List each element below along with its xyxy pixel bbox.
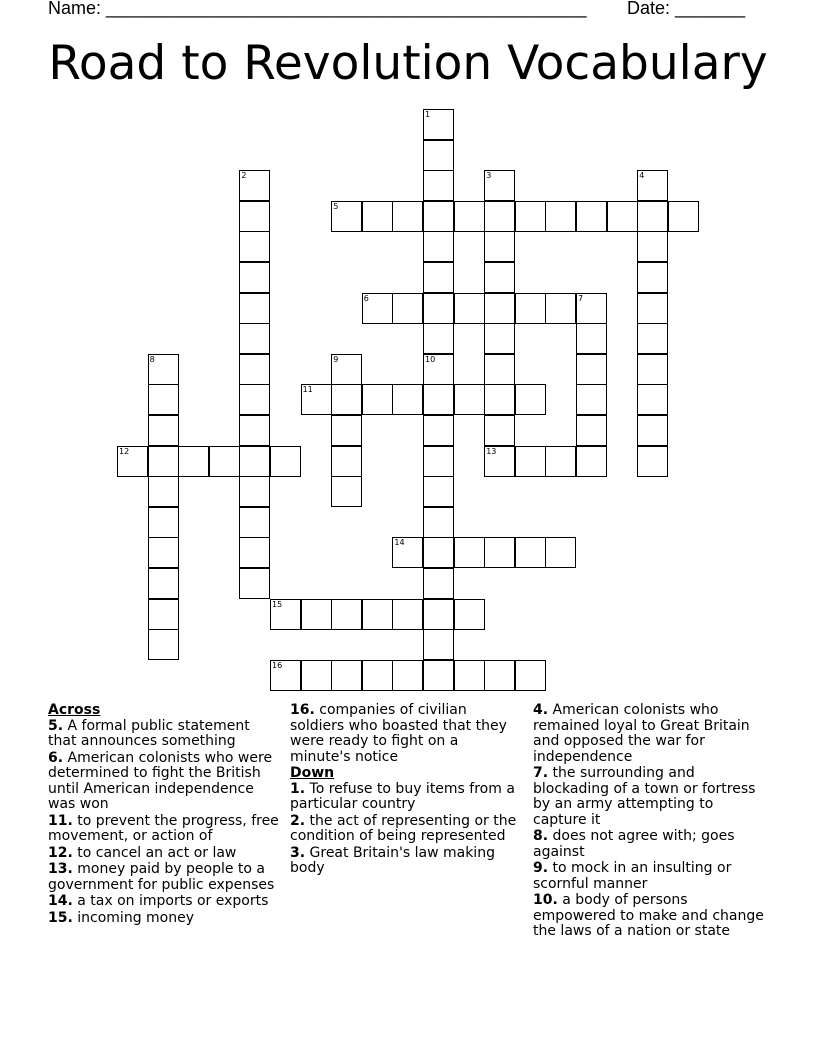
clue-across-6: 6. American colonists who were determined to fight the British until American independence was won xyxy=(48,749,273,812)
grid-cell[interactable] xyxy=(668,201,699,232)
grid-cell[interactable] xyxy=(637,231,668,262)
grid-cell[interactable] xyxy=(209,446,240,477)
grid-cell[interactable] xyxy=(545,201,576,232)
grid-cell[interactable] xyxy=(148,568,179,599)
grid-cell[interactable] xyxy=(392,599,423,630)
grid-cell[interactable] xyxy=(576,323,607,354)
grid-cell[interactable] xyxy=(576,354,607,385)
grid-cell[interactable] xyxy=(392,660,423,691)
grid-cell[interactable] xyxy=(423,507,454,538)
grid-cell[interactable] xyxy=(454,384,485,415)
grid-cell[interactable] xyxy=(148,537,179,568)
clue-across-12: 12. to cancel an act or law xyxy=(48,844,237,861)
clue-down-1: 1. To refuse to buy items from a particular country xyxy=(290,780,515,812)
grid-cell[interactable] xyxy=(239,323,270,354)
grid-cell[interactable] xyxy=(178,446,209,477)
grid-cell[interactable] xyxy=(331,476,362,507)
grid-cell[interactable] xyxy=(331,660,362,691)
clue-down-10: 10. a body of persons empowered to make and change the laws of a nation or state xyxy=(533,892,764,939)
grid-cell[interactable] xyxy=(484,231,515,262)
grid-cell[interactable] xyxy=(239,507,270,538)
grid-cell[interactable] xyxy=(148,507,179,538)
clue-number: 2 xyxy=(241,171,247,181)
grid-cell[interactable] xyxy=(362,293,393,324)
grid-cell[interactable] xyxy=(484,262,515,293)
clue-number: 7 xyxy=(578,293,584,303)
clue-across-15: 15. incoming money xyxy=(48,909,195,926)
grid-cell[interactable] xyxy=(484,293,515,324)
grid-cell[interactable] xyxy=(484,201,515,232)
grid-cell[interactable] xyxy=(331,201,362,232)
clue-number: 8 xyxy=(149,354,155,364)
grid-cell[interactable] xyxy=(515,293,546,324)
clue-down-4: 4. American colonists who remained loyal to Great Britain and opposed the war for independence xyxy=(533,702,750,765)
grid-cell[interactable] xyxy=(331,384,362,415)
grid-cell[interactable] xyxy=(239,415,270,446)
grid-cell[interactable] xyxy=(484,170,515,201)
grid-cell[interactable] xyxy=(637,170,668,201)
grid-cell[interactable] xyxy=(637,446,668,477)
grid-cell[interactable] xyxy=(392,537,423,568)
clue-number: 15 xyxy=(272,599,283,609)
grid-cell[interactable] xyxy=(484,384,515,415)
grid-cell[interactable] xyxy=(148,354,179,385)
grid-cell[interactable] xyxy=(454,201,485,232)
grid-cell[interactable] xyxy=(239,354,270,385)
clues-column-2 xyxy=(290,703,522,878)
clue-across-16: 16. companies of civilian soldiers who boasted that they were ready to fight on a minute's notice xyxy=(290,702,507,765)
grid-cell[interactable] xyxy=(362,599,393,630)
clue-down-9: 9. to mock in an insulting or scornful manner xyxy=(533,860,732,892)
grid-cell[interactable] xyxy=(423,293,454,324)
grid-cell[interactable] xyxy=(423,537,454,568)
grid-cell[interactable] xyxy=(423,568,454,599)
grid-cell[interactable] xyxy=(270,446,301,477)
grid-cell[interactable] xyxy=(423,109,454,140)
grid-cell[interactable] xyxy=(239,170,270,201)
grid-cell[interactable] xyxy=(148,446,179,477)
grid-cell[interactable] xyxy=(576,201,607,232)
grid-cell[interactable] xyxy=(515,537,546,568)
name-field[interactable]: Name: ________________________________________________ xyxy=(48,0,587,18)
grid-cell[interactable] xyxy=(301,660,332,691)
grid-cell[interactable] xyxy=(301,384,332,415)
grid-cell[interactable] xyxy=(239,231,270,262)
grid-cell[interactable] xyxy=(148,415,179,446)
down-heading: Down xyxy=(290,765,335,781)
grid-cell[interactable] xyxy=(423,354,454,385)
grid-cell[interactable] xyxy=(423,262,454,293)
grid-cell[interactable] xyxy=(607,201,638,232)
grid-cell[interactable] xyxy=(148,599,179,630)
grid-cell[interactable] xyxy=(576,446,607,477)
grid-cell[interactable] xyxy=(576,415,607,446)
grid-cell[interactable] xyxy=(454,599,485,630)
grid-cell[interactable] xyxy=(423,170,454,201)
grid-cell[interactable] xyxy=(117,446,148,477)
grid-cell[interactable] xyxy=(637,384,668,415)
grid-cell[interactable] xyxy=(148,384,179,415)
clue-number: 3 xyxy=(486,171,492,181)
grid-cell[interactable] xyxy=(423,415,454,446)
grid-cell[interactable] xyxy=(239,568,270,599)
grid-cell[interactable] xyxy=(454,537,485,568)
clue-number: 9 xyxy=(333,354,339,364)
grid-cell[interactable] xyxy=(484,354,515,385)
grid-cell[interactable] xyxy=(239,537,270,568)
grid-cell[interactable] xyxy=(301,599,332,630)
grid-cell[interactable] xyxy=(331,446,362,477)
clue-number: 11 xyxy=(302,385,313,395)
grid-cell[interactable] xyxy=(545,537,576,568)
clue-number: 12 xyxy=(119,446,130,456)
grid-cell[interactable] xyxy=(637,293,668,324)
grid-cell[interactable] xyxy=(637,262,668,293)
grid-cell[interactable] xyxy=(331,354,362,385)
grid-cell[interactable] xyxy=(454,293,485,324)
grid-cell[interactable] xyxy=(576,293,607,324)
grid-cell[interactable] xyxy=(637,201,668,232)
clue-across-11: 11. to prevent the progress, free movement, or action of xyxy=(48,812,279,844)
grid-cell[interactable] xyxy=(239,201,270,232)
clue-number: 1 xyxy=(425,110,431,119)
clue-number: 4 xyxy=(639,171,645,181)
grid-cell[interactable] xyxy=(423,446,454,477)
grid-cell[interactable] xyxy=(392,384,423,415)
clue-number: 16 xyxy=(272,660,283,670)
clues-column-3 xyxy=(533,703,765,941)
grid-cell[interactable] xyxy=(423,323,454,354)
grid-cell[interactable] xyxy=(423,629,454,660)
clue-number: 14 xyxy=(394,538,405,548)
grid-cell[interactable] xyxy=(331,415,362,446)
page-title: Road to Revolution Vocabulary xyxy=(48,36,768,91)
grid-cell[interactable] xyxy=(148,476,179,507)
clue-across-5: 5. A formal public statement that announces something xyxy=(48,717,250,749)
grid-cell[interactable] xyxy=(423,384,454,415)
grid-cell[interactable] xyxy=(484,415,515,446)
grid-cell[interactable] xyxy=(362,384,393,415)
grid-cell[interactable] xyxy=(362,201,393,232)
grid-cell[interactable] xyxy=(545,293,576,324)
grid-cell[interactable] xyxy=(423,140,454,171)
clue-down-3: 3. Great Britain's law making body xyxy=(290,844,495,876)
clue-across-14: 14. a tax on imports or exports xyxy=(48,893,269,909)
clue-across-13: 13. money paid by people to a government for public expenses xyxy=(48,861,275,893)
grid-cell[interactable] xyxy=(239,293,270,324)
grid-cell[interactable] xyxy=(423,599,454,630)
grid-cell[interactable] xyxy=(423,201,454,232)
clue-number: 6 xyxy=(363,293,369,303)
grid-cell[interactable] xyxy=(270,599,301,630)
grid-cell[interactable] xyxy=(362,660,393,691)
grid-cell[interactable] xyxy=(239,446,270,477)
clue-number: 5 xyxy=(333,201,339,211)
grid-cell[interactable] xyxy=(637,354,668,385)
clue-number: 13 xyxy=(486,446,497,456)
clue-down-7: 7. the surrounding and blockading of a town or fortress by an army attempting to capture it xyxy=(533,765,756,828)
grid-cell[interactable] xyxy=(515,201,546,232)
grid-cell[interactable] xyxy=(239,262,270,293)
clue-down-2: 2. the act of representing or the condition of being represented xyxy=(290,812,517,844)
date-field[interactable]: Date: _______ xyxy=(627,0,746,18)
grid-cell[interactable] xyxy=(484,446,515,477)
grid-cell[interactable] xyxy=(392,293,423,324)
grid-cell[interactable] xyxy=(454,660,485,691)
across-heading: Across xyxy=(48,702,101,718)
grid-cell[interactable] xyxy=(423,476,454,507)
grid-cell[interactable] xyxy=(515,446,546,477)
grid-cell[interactable] xyxy=(423,660,454,691)
grid-cell[interactable] xyxy=(239,476,270,507)
clues-column-1 xyxy=(48,703,280,927)
clue-number: 10 xyxy=(425,354,436,364)
grid-cell[interactable] xyxy=(270,660,301,691)
grid-cell[interactable] xyxy=(637,323,668,354)
grid-cell[interactable] xyxy=(515,660,546,691)
grid-cell[interactable] xyxy=(239,384,270,415)
grid-cell[interactable] xyxy=(148,629,179,660)
grid-cell[interactable] xyxy=(392,201,423,232)
grid-cell[interactable] xyxy=(484,537,515,568)
grid-cell[interactable] xyxy=(484,323,515,354)
grid-cell[interactable] xyxy=(423,231,454,262)
clue-down-8: 8. does not agree with; goes against xyxy=(533,828,735,860)
grid-cell[interactable] xyxy=(515,384,546,415)
grid-cell[interactable] xyxy=(331,599,362,630)
grid-cell[interactable] xyxy=(576,384,607,415)
grid-cell[interactable] xyxy=(545,446,576,477)
grid-cell[interactable] xyxy=(637,415,668,446)
grid-cell[interactable] xyxy=(484,660,515,691)
